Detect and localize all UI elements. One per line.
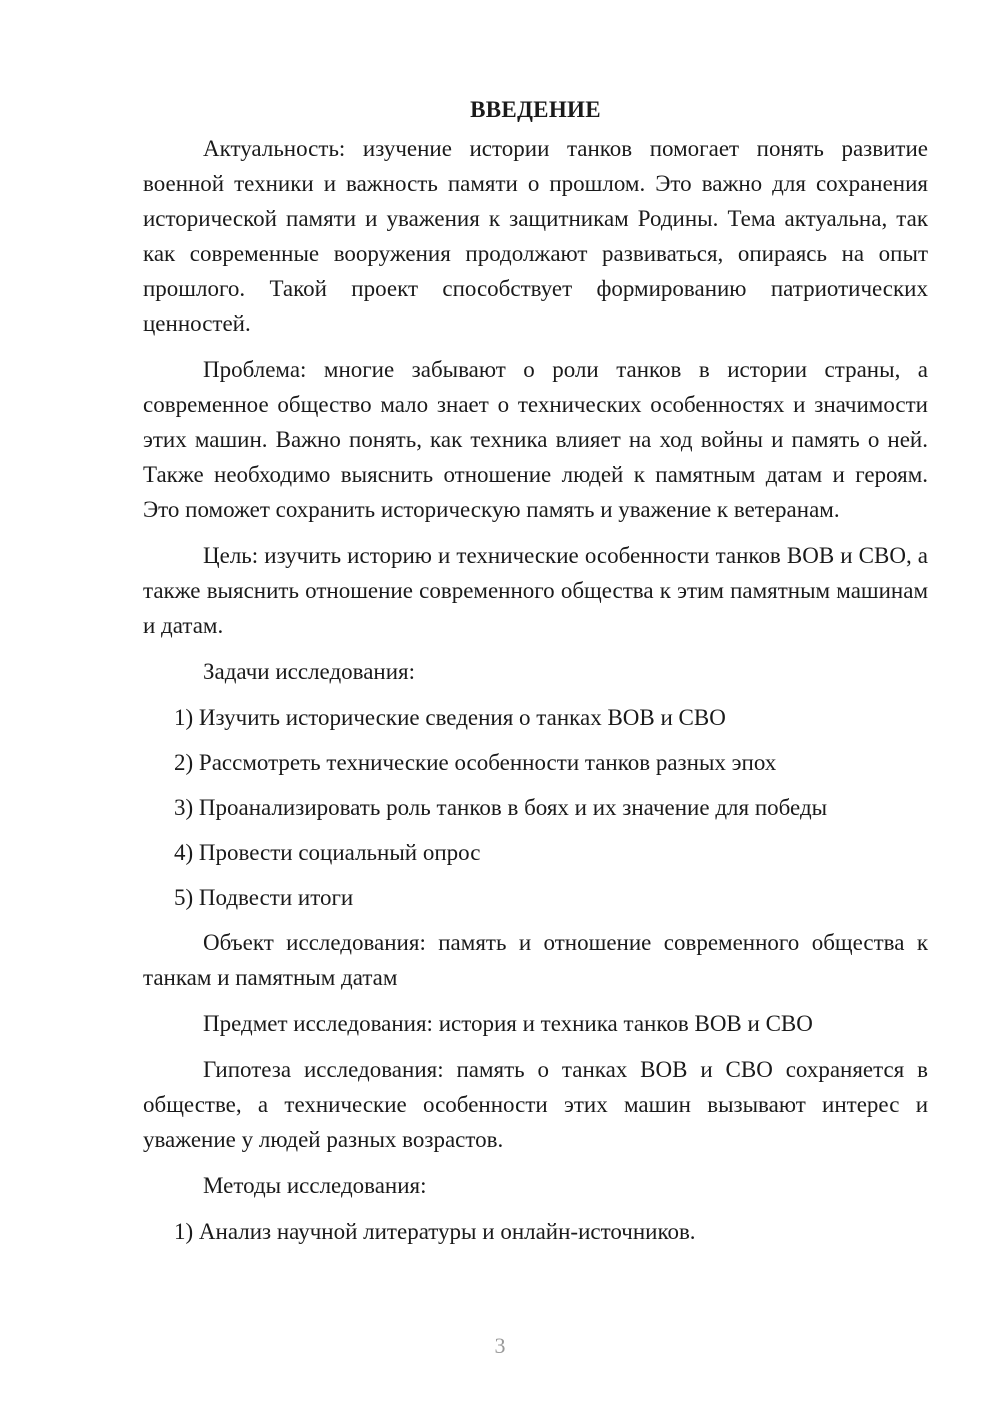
- page-number: 3: [494, 1333, 506, 1358]
- object-paragraph: Объект исследования: память и отношение современного общества к танкам и памятным датам: [143, 930, 928, 990]
- goal-paragraph: Цель: изучить историю и технические особенности танков ВОВ и СВО, а также выяснить отношение современного общества к этим памятным машинам и датам.: [143, 543, 928, 638]
- list-item: 1) Анализ научной литературы и онлайн-источников.: [174, 1219, 696, 1244]
- methods-list: [143, 1214, 928, 1249]
- relevance-paragraph: Актуальность: изучение истории танков помогает понять развитие военной техники и важность памяти о прошлом. Это важно для сохранения исторической памяти и уважения к защитникам Родины. Тема актуальна, так как современные вооружения продолжают развиваться, опираясь на опыт прошлого. Такой проект способствует формированию патриотических ценностей.: [143, 136, 928, 336]
- list-item: 2) Рассмотреть технические особенности танков разных эпох: [174, 750, 777, 775]
- methods-label: Методы исследования:: [203, 1173, 427, 1198]
- hypothesis-paragraph: Гипотеза исследования: память о танках ВОВ и СВО сохраняется в обществе, а технические особенности этих машин вызывают интерес и уважение у людей разных возрастов.: [143, 1057, 928, 1152]
- tasks-list: [143, 700, 928, 915]
- list-item: 3) Проанализировать роль танков в боях и их значение для победы: [174, 795, 828, 820]
- section-heading: ВВЕДЕНИЕ: [470, 97, 601, 122]
- problem-paragraph: Проблема: многие забывают о роли танков в истории страны, а современное общество мало знает о технических особенностях и значимости этих машин. Важно понять, как техника влияет на ход войны и память о ней. Также необходимо выяснить отношение людей к памятным датам и героям. Это поможет сохранить историческую память и уважение к ветеранам.: [143, 357, 928, 522]
- list-item: 1) Изучить исторические сведения о танках ВОВ и СВО: [174, 705, 726, 730]
- subject-paragraph: Предмет исследования: история и техника танков ВОВ и СВО: [203, 1011, 813, 1036]
- list-item: 4) Провести социальный опрос: [174, 840, 481, 865]
- tasks-label: Задачи исследования:: [203, 659, 416, 684]
- document-page: [143, 92, 928, 1259]
- list-item: 5) Подвести итоги: [174, 885, 354, 910]
